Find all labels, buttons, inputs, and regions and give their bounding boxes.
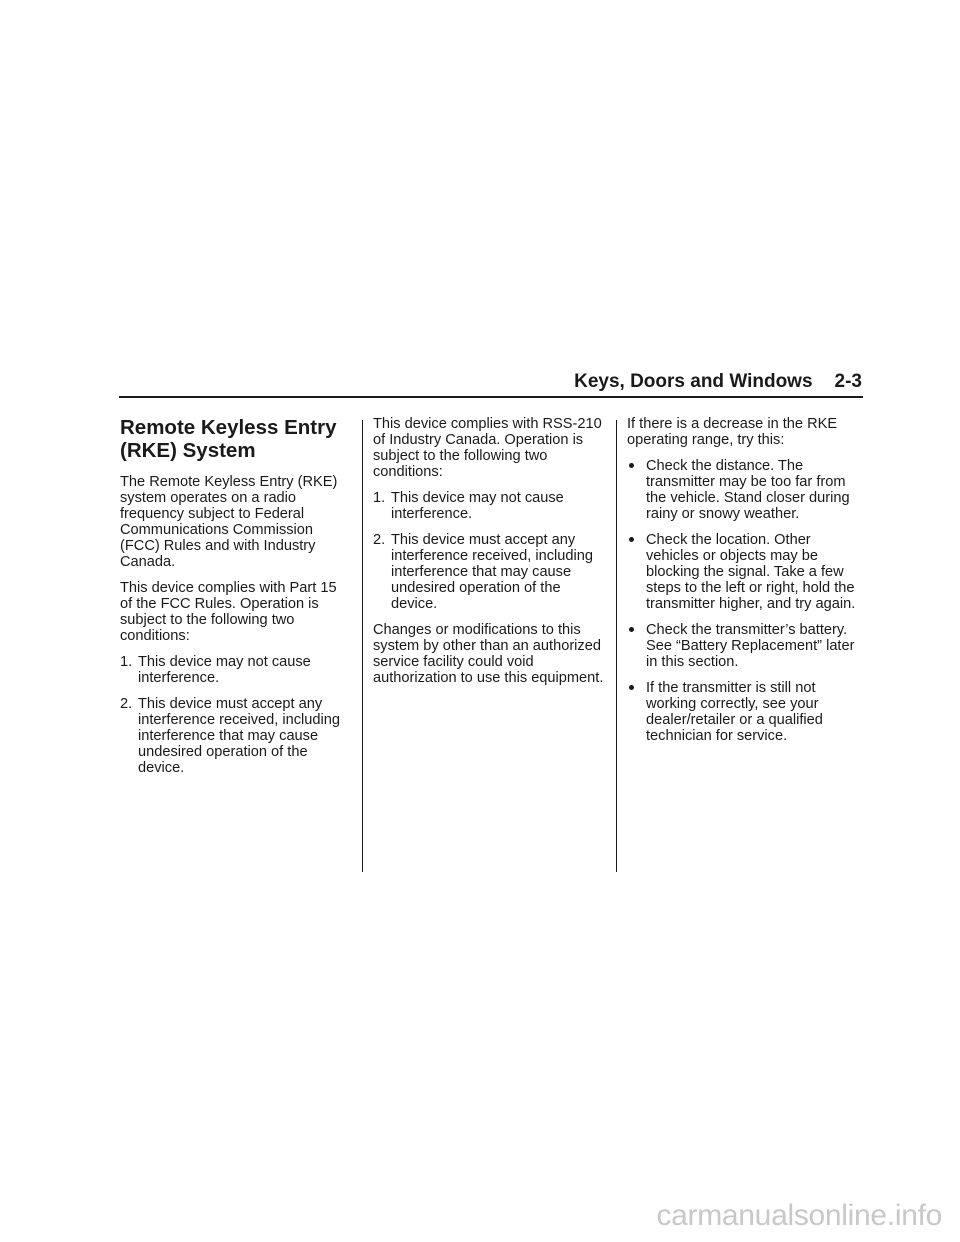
section-heading: Remote Keyless Entry (RKE) System xyxy=(120,416,337,462)
column-divider-2 xyxy=(616,420,617,872)
bullet-item: Check the distance. The transmitter may be too far from the vehicle. Stand closer during rainy or snowy weather. xyxy=(627,458,863,522)
bullet-item: Check the location. Other vehicles or objects may be blocking the signal. Take a few steps to the left or right, hold the transmitter higher, and try again. xyxy=(627,532,863,612)
list-item: 1. This device may not cause interference. xyxy=(120,654,311,686)
bullet-icon xyxy=(629,463,634,468)
column-divider-1 xyxy=(362,420,363,872)
section-title: Keys, Doors and Windows xyxy=(574,371,813,392)
bullet-item: If the transmitter is still not working correctly, see your dealer/retailer or a qualified technician for service. xyxy=(627,680,863,744)
bullet-icon xyxy=(629,627,634,632)
column-1 xyxy=(120,416,352,786)
column-3 xyxy=(627,416,863,754)
bullet-icon xyxy=(629,537,634,542)
bullet-icon xyxy=(629,685,634,690)
paragraph-rss210: This device complies with RSS-210 of Industry Canada. Operation is subject to the following two conditions: xyxy=(373,416,602,480)
paragraph-part15: This device complies with Part 15 of the FCC Rules. Operation is subject to the following two conditions: xyxy=(120,580,337,644)
list-item: 2. This device must accept any interference received, including interference that may cause undesired operation of the device. xyxy=(120,696,340,776)
header-rule xyxy=(119,396,863,398)
watermark: carmanualsonline.info xyxy=(656,1199,942,1232)
list-item: 1. This device may not cause interference. xyxy=(373,490,564,522)
page-number: 2-3 xyxy=(834,371,862,392)
paragraph-fcc: The Remote Keyless Entry (RKE) system operates on a radio frequency subject to Federal Communications Commission (FCC) Rules and with Industry Canada. xyxy=(120,474,338,570)
column-2 xyxy=(373,416,605,696)
running-header xyxy=(120,370,862,394)
bullet-item: Check the transmitter’s battery. See “Battery Replacement” later in this section. xyxy=(627,622,863,670)
paragraph-modifications: Changes or modifications to this system by other than an authorized service facility could void authorization to use this equipment. xyxy=(373,622,604,686)
list-item: 2. This device must accept any interference received, including interference that may cause undesired operation of the device. xyxy=(373,532,593,612)
paragraph-range: If there is a decrease in the RKE operating range, try this: xyxy=(627,416,838,448)
